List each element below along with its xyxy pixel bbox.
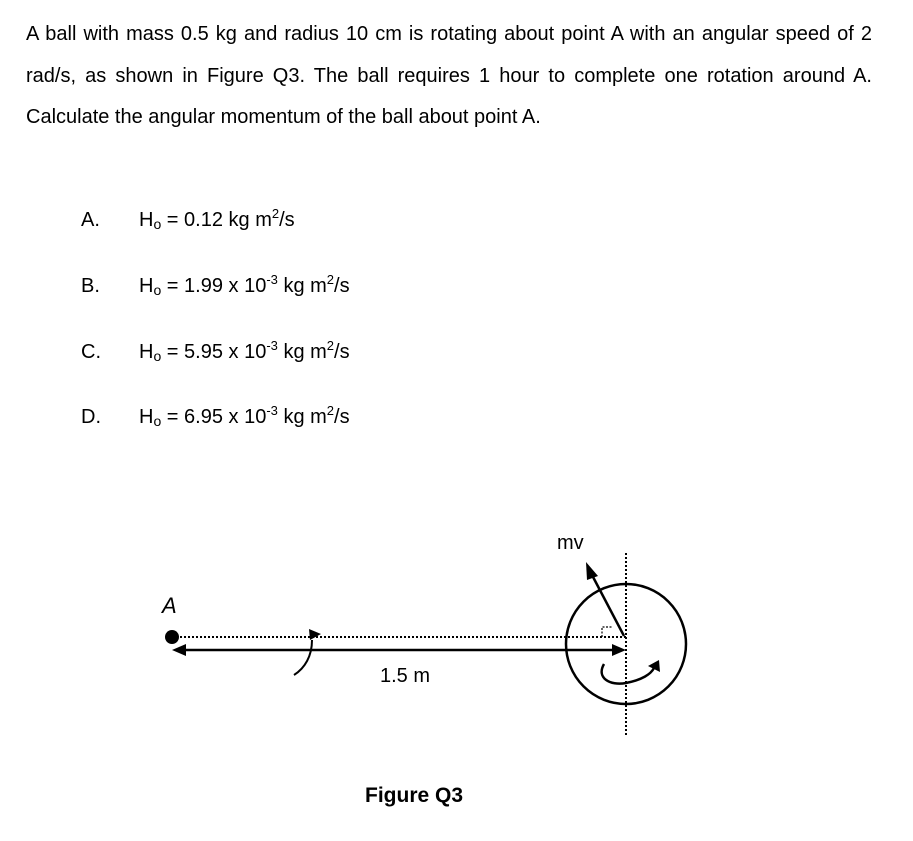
orbit-rotation-arrow <box>294 640 312 675</box>
option-expression: Ho = 5.95 x $10^{-3}$ kg $m^2/s$ <box>139 338 350 364</box>
pivot-point <box>165 630 179 644</box>
dimension-arrow-left <box>172 644 186 656</box>
spin-arrow <box>602 664 654 684</box>
figure-caption: Figure Q3 <box>365 784 464 807</box>
point-label: A <box>162 593 177 618</box>
option-expression: Ho = 1.99 x $10^{-3}$ kg $m^2/s$ <box>139 272 350 298</box>
option-letter: B. <box>81 275 100 297</box>
option-letter: C. <box>81 341 101 363</box>
option-expression: Ho = 0.12 kg $m^2/s$ <box>139 206 295 232</box>
option-expression: Ho = 6.95 x $10^{-3}$ kg $m^2/s$ <box>139 403 350 429</box>
question-text: A ball with mass 0.5 kg and radius 10 cm is rotating about point A with an angular speed of 2 rad/s, as shown in Figure Q3. The ball requires 1 hour to complete one rotation around A. Calculate the angular momentum of the ball about point A. <box>26 23 872 128</box>
dimension-arrow-right <box>612 644 626 656</box>
right-angle-marker <box>602 627 612 637</box>
distance-label: 1.5 m <box>380 665 431 687</box>
option-letter: D. <box>81 406 101 428</box>
orbit-rotation-arrowhead <box>309 629 321 640</box>
option-letter: A. <box>81 209 100 231</box>
velocity-arrowhead <box>586 562 598 580</box>
velocity-label: mv <box>557 532 584 554</box>
